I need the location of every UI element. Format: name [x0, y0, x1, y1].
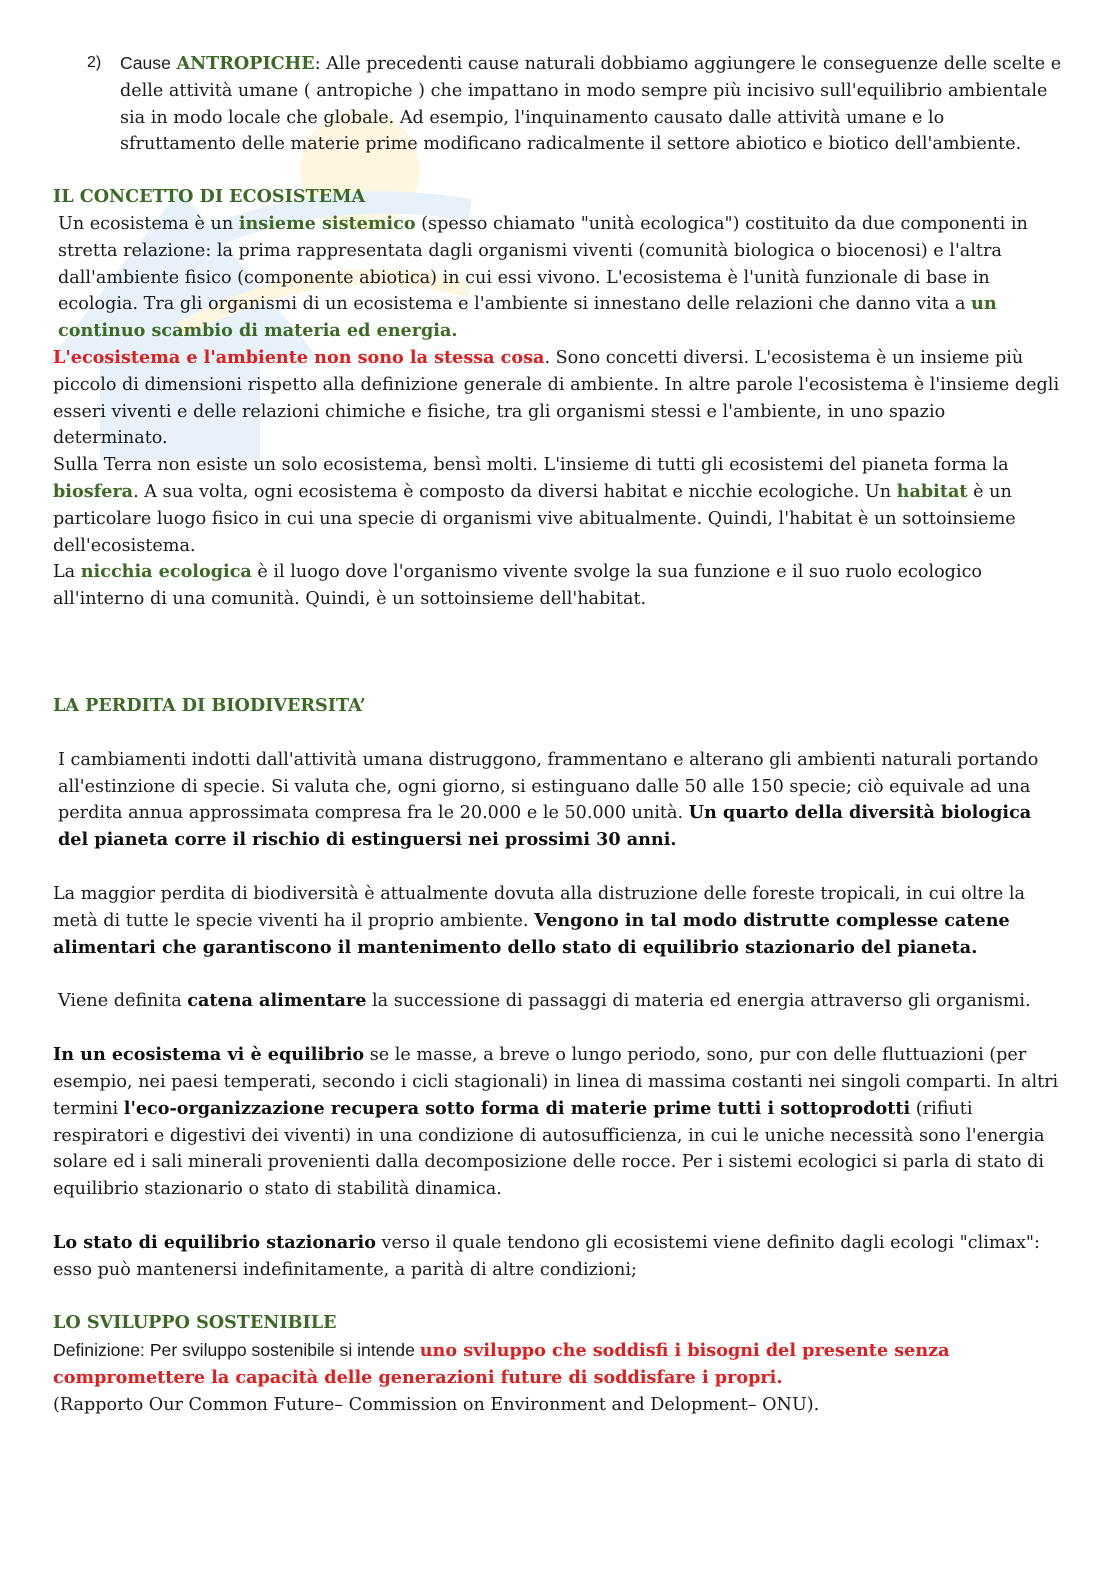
text-span: Un ecosistema è un — [58, 213, 239, 234]
keyword-scambio: un continuo scambio di materia ed energia. — [58, 293, 997, 342]
text-span: verso il quale tendono gli ecosistemi viene definito dagli ecologi "climax": esso può mantenersi indefinitamente, a parità di altre condizioni; — [53, 1232, 1040, 1280]
paragraph-ecosistema-1 — [53, 211, 1063, 345]
list-number: 2) — [87, 54, 102, 71]
list-text: Alle precedenti cause naturali dobbiamo aggiungere le conseguenze delle scelte e delle attività umane ( antropiche ) che impattano in modo sempre più incisivo sull'equilibrio ambientale sia in modo locale che globale. Ad esempio, l'inquinamento causato dalle attività umane e lo sfruttamento delle materie prime modificano radicalmente il settore abiotico e biotico dell'ambiente. — [120, 54, 1062, 155]
heading-ecosistema: IL CONCETTO DI ECOSISTEMA — [53, 186, 366, 208]
paragraph-sviluppo-definizione — [53, 1337, 1063, 1392]
text-span: . A sua volta, ogni ecosistema è composto da diversi habitat e nicchie ecologiche. Un — [133, 481, 897, 502]
paragraph-biodiversita-3 — [53, 988, 1063, 1015]
text-span: Sulla Terra non esiste un solo ecosistema, bensì molti. L'insieme di tutti gli ecosistemi del pianeta forma la — [53, 455, 1009, 476]
keyword-biosfera: biosfera — [53, 480, 134, 502]
keyword-insieme-sistemico: insieme sistemico — [238, 212, 416, 234]
text-span: è il luogo dove l'organismo vivente svolge la sua funzione e il suo ruolo ecologico all'interno di una comunità. Quindi, è un sottoinsieme dell'habitat. — [53, 562, 983, 610]
text-span: la successione di passaggi di materia ed energia attraverso gli organismi. — [366, 991, 1031, 1012]
text-span: è un particolare luogo fisico in cui una specie di organismi vive abitualmente. Quindi, l'habitat è un sottoinsieme dell'ecosistema. — [53, 481, 1016, 556]
keyword-habitat: habitat — [896, 480, 968, 502]
list-colon: : — [314, 54, 321, 74]
text-span: (rifiuti respiratori e digestivi dei viventi) in una condizione di autosufficienza, in cui le uniche necessità sono l'energia solare ed i sali minerali provenienti dalla decomposizione delle rocce. Per i sistemi ecologici si parla di stato di equilibrio stazionario o stato di stabilità dinamica. — [53, 1098, 1045, 1200]
text-span: La maggior perdita di biodiversità è attualmente dovuta alla distruzione delle foreste tropicali, in cui oltre la metà di tutte le specie viventi ha il proprio ambiente. — [53, 883, 1025, 931]
bold-catene-alimentari: Vengono in tal modo distrutte complesse catene alimentari che garantiscono il mantenimento dello stato di equilibrio stazionario del pianeta. — [53, 909, 1010, 958]
paragraph-ecosistema-2 — [53, 345, 1063, 452]
paragraph-ecosistema-3 — [53, 452, 1063, 559]
bold-stato-equilibrio: Lo stato di equilibrio stazionario — [53, 1231, 376, 1253]
list-lead: Cause — [120, 53, 171, 73]
paragraph-biodiversita-1 — [53, 747, 1063, 854]
document-page — [53, 50, 1063, 1419]
text-span: . Sono concetti diversi. L'ecosistema è un insieme più piccolo di dimensioni rispetto alla definizione generale di ambiente. In altre parole l'ecosistema è l'insieme degli esseri viventi e delle relazioni chimiche e fisiche, tra gli organismi stessi e l'ambiente, in uno spazio determinato. — [53, 347, 1060, 449]
bold-equilibrio: In un ecosistema vi è equilibrio — [53, 1044, 365, 1066]
bold-quarto-diversita: Un quarto della diversità biologica del pianeta corre il rischio di estinguersi nei prossimi 30 anni. — [58, 802, 1032, 851]
text-span: se le masse, a breve o lungo periodo, sono, pur con delle fluttuazioni (per esempio, nei paesi temperati, secondo i cicli stagionali) in linea di massima costanti nei singoli comparti. In altri termini — [53, 1045, 1059, 1119]
list-item-antropiche — [53, 50, 1063, 158]
paragraph-sviluppo-fonte: (Rapporto Our Common Future– Commission on Environment and Delopment– ONU). — [53, 1394, 820, 1415]
keyword-nicchia: nicchia ecologica — [80, 561, 252, 583]
bold-eco-organizzazione: l'eco-organizzazione recupera sotto forma di materie prime tutti i sottoprodotti — [123, 1097, 911, 1119]
heading-sviluppo: LO SVILUPPO SOSTENIBILE — [53, 1312, 337, 1334]
paragraph-biodiversita-4 — [53, 1042, 1063, 1203]
paragraph-biodiversita-2 — [53, 881, 1063, 961]
text-span: (spesso chiamato "unità ecologica") costituito da due componenti in stretta relazione: la prima rappresentata dagli organismi viventi (comunità biologica o biocenosi) e l'altra dall'ambiente fisico (componente abiotica) in cui essi vivono. L'ecosistema è l'unità funzionale di base in ecologia. Tra gli organismi di un ecosistema e l'ambiente si innestano delle relazioni che danno vita a — [58, 213, 1028, 315]
heading-biodiversita: LA PERDITA DI BIODIVERSITA’ — [53, 694, 366, 716]
highlight-ecosistema-ambiente: L'ecosistema e l'ambiente non sono la stessa cosa — [53, 346, 545, 368]
text-span: I cambiamenti indotti dall'attività umana distruggono, frammentano e alterano gli ambienti naturali portando all'estinzione di specie. Si valuta che, ogni giorno, si estinguano dalle 50 alle 150 specie; ciò equivale ad una perdita annua approssimata compresa fra le 20.000 e le 50.000 unità. — [58, 749, 1039, 824]
definition-label: Definizione: Per sviluppo sostenibile si intende — [53, 1340, 420, 1361]
bold-catena-alimentare: catena alimentare — [187, 990, 367, 1012]
text-span: La — [53, 562, 81, 583]
paragraph-biodiversita-5 — [53, 1230, 1063, 1284]
text-span: Viene definita — [58, 991, 188, 1012]
paragraph-ecosistema-4 — [53, 559, 1063, 613]
highlight-definizione: uno sviluppo che soddisfi i bisogni del presente senza compromettere la capacità delle generazioni future di soddisfare i propri. — [53, 1340, 950, 1389]
keyword-antropiche: ANTROPICHE — [176, 53, 315, 74]
